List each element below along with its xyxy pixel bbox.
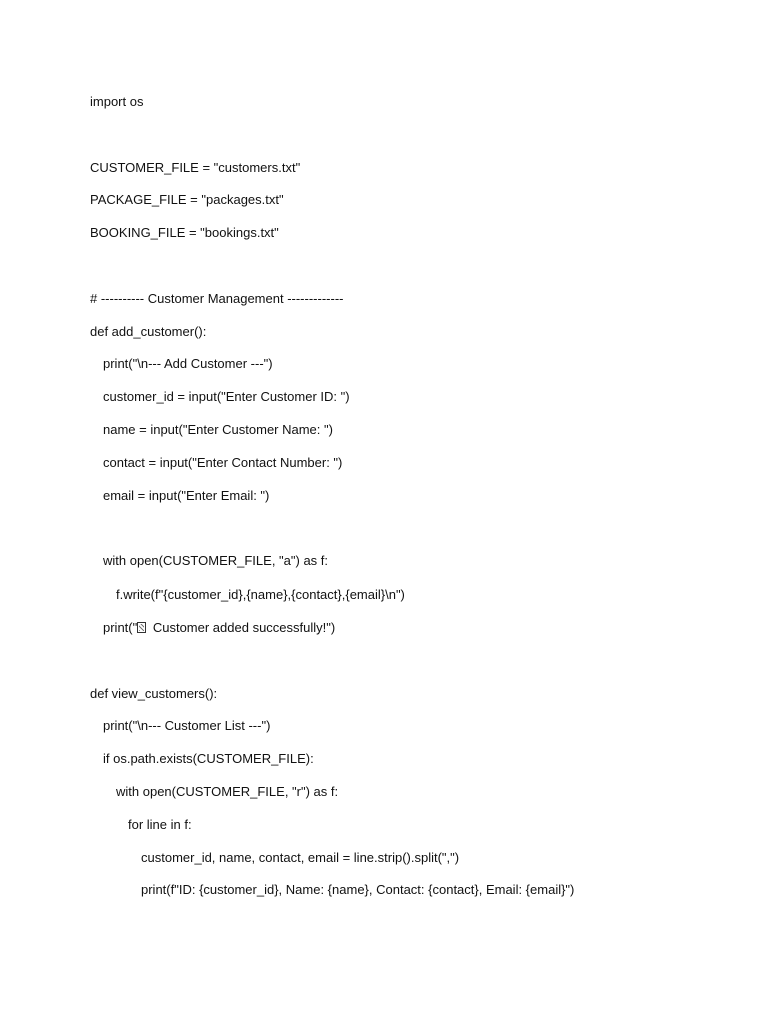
code-line-with-open-append: with open(CUSTOMER_FILE, "a") as f: [103, 553, 329, 568]
code-comment-customer-management: # ---------- Customer Management ------------- [90, 291, 344, 306]
code-line-split: customer_id, name, contact, email = line.strip().split(",") [141, 850, 460, 865]
code-line-package-file: PACKAGE_FILE = "packages.txt" [90, 192, 284, 207]
code-line-print-record: print(f"ID: {customer_id}, Name: {name}, Contact: {contact}, Email: {email}") [141, 882, 575, 897]
missing-glyph-icon [137, 622, 146, 633]
print-message: Customer added successfully!") [149, 620, 336, 635]
code-line-booking-file: BOOKING_FILE = "bookings.txt" [90, 225, 279, 240]
print-prefix: print(" [103, 620, 138, 635]
code-line-with-open-read: with open(CUSTOMER_FILE, "r") as f: [116, 784, 339, 799]
code-line-def-add-customer: def add_customer(): [90, 324, 207, 339]
code-line-name: name = input("Enter Customer Name: ") [103, 422, 333, 437]
code-line-print-customer-list: print("\n--- Customer List ---") [103, 718, 271, 733]
code-line-write: f.write(f"{customer_id},{name},{contact},{email}\n") [116, 587, 405, 602]
code-line-if-exists: if os.path.exists(CUSTOMER_FILE): [103, 751, 314, 766]
code-line-for-loop: for line in f: [128, 817, 192, 832]
code-line-contact: contact = input("Enter Contact Number: ") [103, 455, 343, 470]
code-line-email: email = input("Enter Email: ") [103, 488, 270, 503]
code-line-import: import os [90, 94, 144, 109]
code-line-print-success [103, 620, 335, 636]
code-line-customer-file: CUSTOMER_FILE = "customers.txt" [90, 160, 301, 175]
code-line-def-view-customers: def view_customers(): [90, 686, 218, 701]
code-line-customer-id: customer_id = input("Enter Customer ID: ") [103, 389, 350, 404]
code-line-print-add-customer: print("\n--- Add Customer ---") [103, 356, 273, 371]
